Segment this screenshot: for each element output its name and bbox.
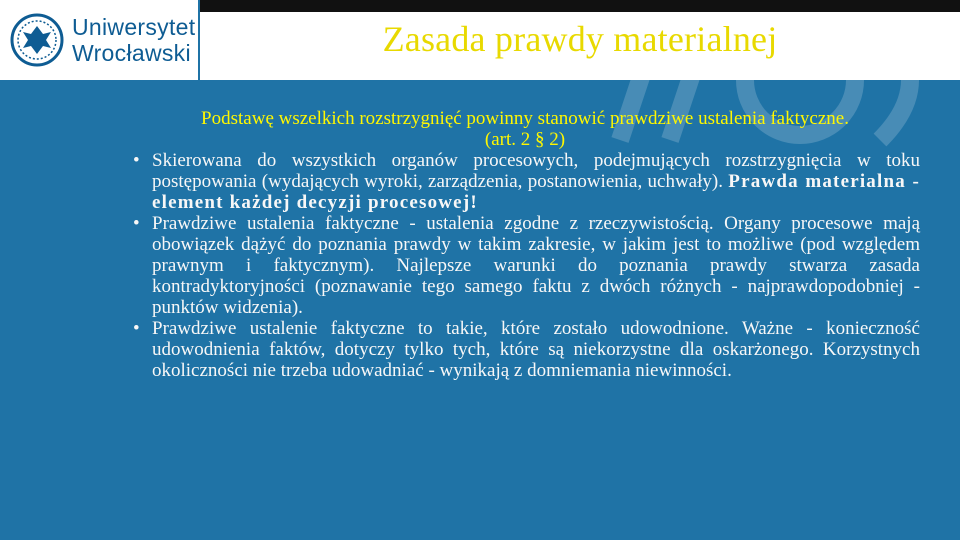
- lead-line-2: (art. 2 § 2): [484, 129, 566, 150]
- bullet-list: [130, 150, 920, 381]
- university-eagle-emblem-icon: [10, 10, 64, 70]
- lead-statement: [130, 108, 920, 150]
- lead-line-1: Podstawę wszelkich rozstrzygnięć powinny stanowić prawdziwe ustalenia faktyczne.: [201, 108, 849, 129]
- bullet-item: [130, 318, 920, 381]
- slide-title: Zasada prawdy materialnej: [382, 19, 778, 59]
- top-bar: [200, 0, 960, 12]
- slide-content: [130, 108, 920, 381]
- bullet-text: Prawdziwe ustalenia faktyczne - ustalenia zgodne z rzeczywistością. Organy procesowe mają obowiązek dążyć do poznania prawdy w takim zakresie, w jakim jest to możliwe (pod względem prawnym i faktycznym). Najlepsze warunki do poznania prawdy stwarza zasada kontradyktoryjności (poznawanie tego samego faktu z dwóch różnych - najprawdopodobniej - punktów widzenia).: [152, 213, 920, 318]
- bullet-text: Skierowana do wszystkich organów procesowych, podejmujących rozstrzygnięcia w toku postępowania (wydających wyroki, zarządzenia, postanowienia, uchwały).: [152, 150, 920, 192]
- logo-line-2: Wrocławski: [72, 40, 191, 66]
- university-logo: [0, 0, 198, 80]
- bullet-text: Prawdziwe ustalenie faktyczne to takie, które zostało udowodnione. Ważne - konieczność udowodnienia faktów, dotyczy tylko tych, które są niekorzystne dla oskarżonego. Korzystnych okoliczności nie trzeba udowadniać - wynikają z domniemania niewinności.: [152, 318, 920, 381]
- bullet-item: [130, 213, 920, 318]
- logo-line-1: Uniwersytet: [72, 14, 196, 40]
- bullet-bold-text: Prawda materialna - element każdej decyzji procesowej!: [152, 171, 920, 213]
- bullet-item: [130, 150, 920, 213]
